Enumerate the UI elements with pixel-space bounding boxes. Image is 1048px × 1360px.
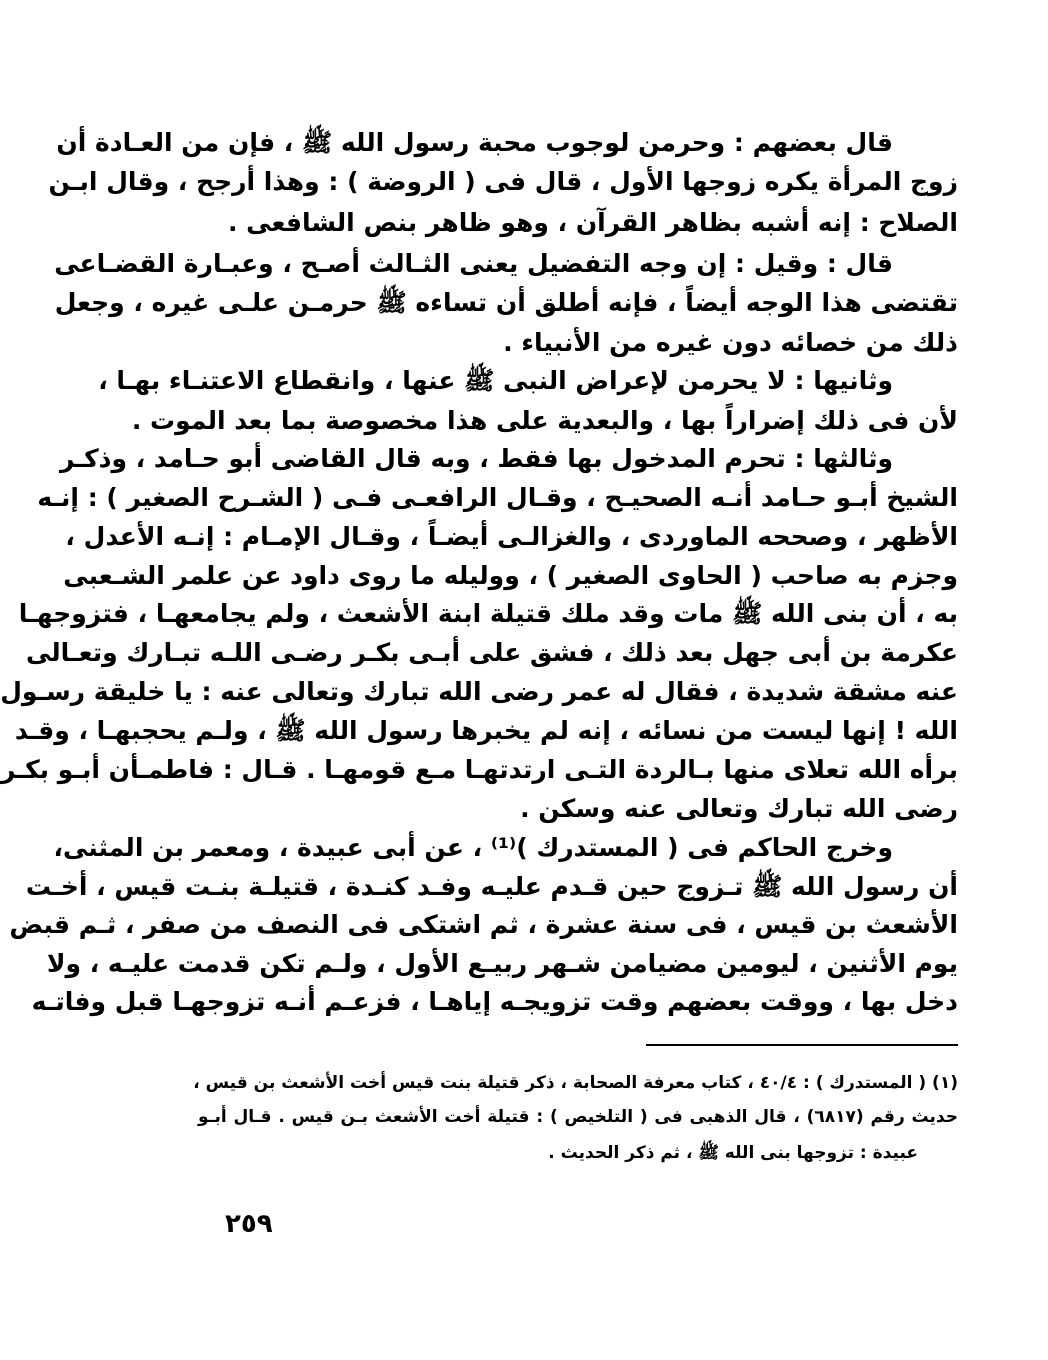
page-number: ٢٥٩	[225, 1209, 273, 1239]
text-line: تقتضى هذا الوجه أيضاً ، فإنه أطلق أن تساءه ﷺ حرمـن علـى غيره ، وجعل	[54, 288, 958, 317]
text-line: عكرمة بن أبى جهل بعد ذلك ، فشق على أبـى بكـر رضـى اللـه تبـارك وتعـالى	[25, 638, 958, 667]
text-line: به ، أن بنى الله ﷺ مات وقد ملك قتيلة ابنة الأشعث ، ولم يجامعهـا ، فتزوجهـا	[18, 599, 958, 628]
text-run: تحرم المدخول بها فقط ، وبه قال القاضى أبو حـامد ، وذكـر	[59, 444, 786, 473]
text-line: عنه مشقة شديدة ، فقال له عمر رضى الله تبارك وتعالى عنه : يا خليقة رسـول	[0, 677, 958, 706]
text-line: زوج المرأة يكره زوجها الأول ، قال فى ( الروضة ) : وهذا أرجح ، وقال ابـن	[48, 167, 958, 196]
text-line: وجزم به صاحب ( الحاوى الصغير ) ، ووليله ما روى داود عن علمر الشـعبى	[63, 561, 958, 590]
text-line	[59, 440, 893, 478]
text-line: قال بعضهم : وحرمن لوجوب محبة رسول الله ﷺ ، فإن من العـادة أن	[56, 128, 893, 157]
text-line: الله ! إنها ليست من نسائه ، إنه لم يخبرها رسول الله ﷺ ، ولـم يحجبهـا ، وقـد	[14, 716, 958, 745]
text-line: برأه الله تعلاى منها بـالردة التـى ارتدتهـا مـع قومهـا . قـال : فاطمـأن أبـو بكـر	[1, 755, 958, 784]
text-line: ذلك من خصائه دون غيره من الأنبياء .	[503, 328, 958, 357]
footnote-divider	[646, 1044, 958, 1046]
text-line: دخل بها ، ووقت بعضهم وقت تزويجـه إياهـا ، فزعـم أنـه تزوجهـا قبل وفاتـه	[31, 987, 958, 1016]
text-run: لا يحرمن لإعراض النبى ﷺ عنها ، وانقطاع الاعتنـاء بهـا ،	[98, 366, 786, 395]
text-line: يوم الأثنين ، ليومين مضيامن شـهر ربيـع الأول ، ولـم تكن قدمت عليـه ، ولا	[46, 949, 958, 978]
text-line: لأن فى ذلك إضراراً بها ، والبعدية على هذا مخصوصة بما بعد الموت .	[131, 406, 958, 435]
text-line: رضى الله تبارك وتعالى عنه وسكن .	[520, 794, 958, 823]
text-line: الأظهر ، وصححه الماوردى ، والغزالـى أيضـاً ، وقـال الإمـام : إنـه الأعدل ،	[65, 522, 958, 551]
text-line: الشيخ أبـو حـامد أنـه الصحيـح ، وقـال الرافعـى فـى ( الشـرح الصغير ) : إنـه	[37, 483, 958, 512]
paragraph-lead: وثانيها :	[794, 366, 893, 395]
footnote-line: عبيدة : تزوجها بنى الله ﷺ ، ثم ذكر الحديث .	[548, 1143, 918, 1163]
footnote-line: (١) ( المستدرك ) : ٤٠/٤ ، كتاب معرفة الصحابة ، ذكر قتيلة بنت قيس أخت الأشعث بن قيس ،	[193, 1073, 958, 1093]
text-line: قال : وقيل : إن وجه التفضيل يعنى الثـالث أصـح ، وعبـارة القضـاعى	[54, 249, 893, 278]
text-line	[98, 362, 893, 400]
text-line: الصلاح : إنه أشبه بظاهر القرآن ، وهو ظاهر بنص الشافعى .	[227, 208, 958, 237]
paragraph-lead: وثالثها :	[794, 444, 893, 473]
text-line: وخرج الحاكم فى ( المستدرك )⁽¹⁾ ، عن أبى عبيدة ، ومعمر بن المثنى،	[53, 833, 893, 862]
text-line: الأشعث بن قيس ، فى سنة عشرة ، ثم اشتكى فى النصف من صفر ، ثـم قبض	[9, 910, 958, 939]
text-line: أن رسول الله ﷺ تـزوج حين قـدم عليـه وفـد كنـدة ، قتيلـة بنـت قيس ، أخـت	[25, 872, 958, 901]
footnote-line: حديث رقم (٦٨١٧) ، قال الذهبى فى ( التلخيص ) : قتيلة أخت الأشعث بـن قيس . قـال أبـو	[198, 1107, 958, 1127]
